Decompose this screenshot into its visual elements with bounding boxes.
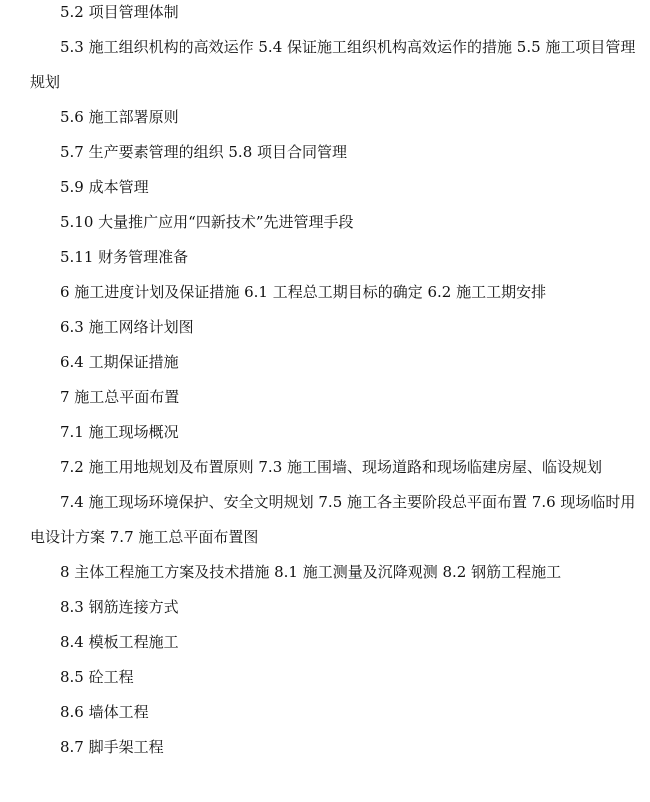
toc-line: 6 施工进度计划及保证措施 6.1 工程总工期目标的确定 6.2 施工工期安排 [60, 283, 547, 301]
toc-line: 7.2 施工用地规划及布置原则 7.3 施工围墙、现场道路和现场临建房屋、临设规划 [60, 458, 603, 476]
toc-line: 8.5 砼工程 [60, 668, 134, 686]
toc-line: 8.3 钢筋连接方式 [60, 598, 179, 616]
toc-line: 8.6 墙体工程 [60, 703, 149, 721]
toc-line: 5.7 生产要素管理的组织 5.8 项目合同管理 [60, 143, 348, 161]
toc-line: 5.11 财务管理准备 [60, 248, 189, 266]
toc-line: 7.1 施工现场概况 [60, 423, 179, 441]
toc-line: 5.3 施工组织机构的高效运作 5.4 保证施工组织机构高效运作的措施 5.5 施工项目管理规划 [30, 38, 636, 91]
toc-line: 5.2 项目管理体制 [60, 3, 179, 21]
toc-line: 5.6 施工部署原则 [60, 108, 179, 126]
toc-line: 8.7 脚手架工程 [60, 738, 164, 756]
toc-line: 6.4 工期保证措施 [60, 353, 179, 371]
toc-line: 7 施工总平面布置 [60, 388, 180, 406]
toc-line: 8.4 模板工程施工 [60, 633, 179, 651]
toc-line: 5.9 成本管理 [60, 178, 149, 196]
toc-line: 7.4 施工现场环境保护、安全文明规划 7.5 施工各主要阶段总平面布置 7.6 现场临时用电设计方案 7.7 施工总平面布置图 [30, 493, 636, 546]
toc-line: 6.3 施工网络计划图 [60, 318, 194, 336]
toc-line: 8 主体工程施工方案及技术措施 8.1 施工测量及沉降观测 8.2 钢筋工程施工 [60, 563, 562, 581]
toc-line: 5.10 大量推广应用“四新技术”先进管理手段 [60, 213, 354, 231]
